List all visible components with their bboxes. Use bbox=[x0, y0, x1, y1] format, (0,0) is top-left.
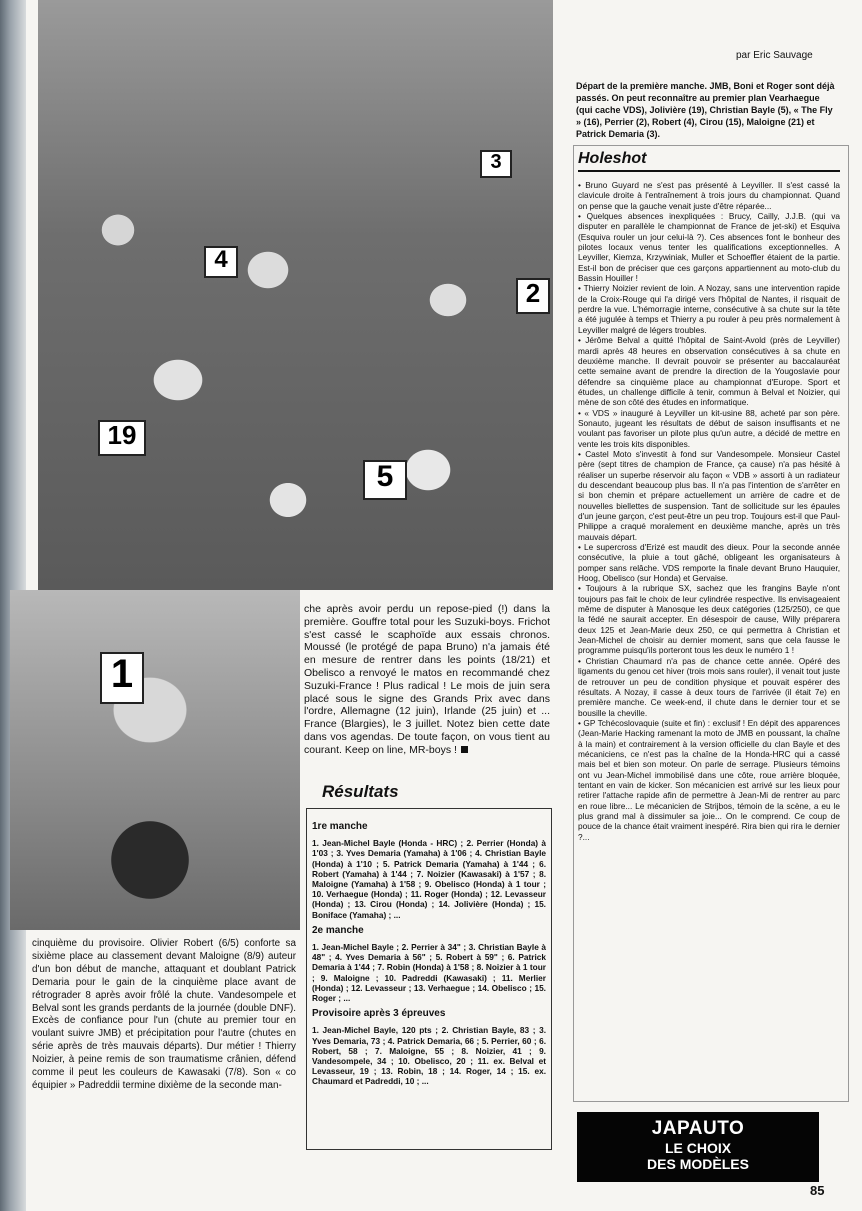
bib-number: 3 bbox=[480, 150, 512, 178]
byline: par Eric Sauvage bbox=[736, 50, 813, 61]
holeshot-column bbox=[578, 180, 840, 842]
bib-number: 19 bbox=[98, 420, 146, 456]
provisional-standings: 1. Jean-Michel Bayle, 120 pts ; 2. Christian Bayle, 83 ; 3. Yves Demaria, 73 ; 4. Patrick Demaria, 66 ; 5. Perrier, 60 ; 6. Robert, 58 ; 7. Maloigne, 55 ; 8. Noizier, 41 ; 9. Vandesompele, 34 ; 10. Obelisco, 20 ; 11. ex. Belval et Levasseur, 19 ; 13. Robin, 18 ; 14. Roger, 14 ; 15. ex. Chaumard et Padreddi, 10 ; ... bbox=[312, 1025, 546, 1087]
article-paragraph: che après avoir perdu un repose-pied (!) dans la première. Gouffre total pour les Suzuki-boys. Frichot s'est cassé le scaphoïde aux essais chronos. Moussé (le protégé de papa Bruno) n'a jamais été en mesure de rentrer dans les points (18/21) et Obelisco a renvoyé le matos en recommandé chez Suzuki-France ! Plus radical ! Le mois de juin sera placé sous le signe des Grands Prix avec dans l'ordre, Allemagne (12 juin), Irlande (25 juin) et ... France (Blargies), le 3 juillet. Notez bien cette date dans vos agendas. De toute façon, on vous tient au courant. Keep on line, MR-boys ! bbox=[304, 603, 550, 756]
ad-brand: JAPAUTO bbox=[651, 1118, 745, 1139]
motocross-start-photo bbox=[38, 0, 553, 590]
holeshot-paragraph: • Thierry Noizier revient de loin. A Nozay, sans une intervention rapide de la Croix-Rouge qui l'a dirigé vers l'hôpital de Nantes, il risquait de perdre la vue. L'hémorragie interne, consécutive à sa chute sur la tête a été jugulée à temps et Thierry a pu rouler à peu près normalement à Leyviller malgré de légers troubles. bbox=[578, 283, 840, 335]
manche-2-heading: 2e manche bbox=[312, 924, 364, 936]
japauto-advertisement bbox=[577, 1112, 819, 1182]
results-heading: Résultats bbox=[322, 782, 399, 801]
holeshot-paragraph: • Jérôme Belval a quitté l'hôpital de Saint-Avold (près de Leyviller) mardi après 48 heures en observation consécutives à sa chute en deuxième manche. Il devrait pouvoir se présenter au baccalauréat cette semaine avant de prendre la direction de la Yougoslavie pour défendre sa cinquième place au championnat d'Europe. Sport et études, un challenge difficile à tenir, commun à Belval et Noizier, qui mène de son côté des études en informatique. bbox=[578, 335, 840, 408]
page-number: 85 bbox=[810, 1183, 825, 1198]
end-of-article-mark bbox=[461, 746, 468, 753]
holeshot-paragraph: • GP Tchécoslovaquie (suite et fin) : exclusif ! En dépit des apparences (Jean-Marie Hacking ramenant la moto de JMB en poussant, la chaîne à la main) et contrairement à la version officielle du clan Bayle et des mécaniciens, ce n'est pas la chaîne de la Honda-HRC qui a cassé mais bel et bien son moteur. On parle de serrage. Plusieurs témoins ont vu Jean-Michel immobilisé dans une côte, roue arrière bloquée, tentant en vain de kicker. Son mécanicien est arrivé sur les lieux pour retirer l'attache rapide afin de permettre à Jean-Mi de rentrer au parc en roue libre... Le mécanicien de Strijbos, témoin de la scène, a eu le plus grand mal à dissimuler sa joie... On le comprend. Ce coup de pouce de la chance était vraiment inespéré. Rira bien qui rira le dernier ?... bbox=[578, 717, 840, 842]
holeshot-paragraph: • Le supercross d'Erizé est maudit des dieux. Pour la seconde année consécutive, la pluie a tout gâché, obligeant les organisateurs à pomper sans relâche. VDS remporte la finale devant Bruno Hauquier, Hoog, Obelisco (sur Honda) et Gervaise. bbox=[578, 542, 840, 584]
bib-number: 2 bbox=[516, 278, 550, 314]
ad-tagline: DES MODÈLES bbox=[647, 1156, 749, 1172]
ad-tagline: LE CHOIX bbox=[664, 1140, 732, 1156]
article-text-middle bbox=[304, 603, 550, 757]
manche-2-results: 1. Jean-Michel Bayle ; 2. Perrier à 34" ; 3. Christian Bayle à 48" ; 4. Yves Demaria à 56" ; 5. Robert à 59" ; 6. Patrick Demaria à 1'44 ; 7. Robin (Honda) à 1'58 ; 8. Noizier à 1 tour ; 9. Maloigne ; 10. Padreddi (Kawasaki) ; 11. Merlier (Honda) ; 12. Levasseur ; 13. Verhaegue ; 14. Obelisco ; 15. Roger ; ... bbox=[312, 942, 546, 1004]
holeshot-heading: Holeshot bbox=[578, 150, 840, 172]
provisional-standings-heading: Provisoire après 3 épreuves bbox=[312, 1008, 446, 1020]
bib-number: 5 bbox=[363, 460, 407, 500]
manche-1-heading: 1re manche bbox=[312, 821, 368, 832]
rider-number-one-photo bbox=[10, 590, 300, 930]
article-text-left: cinquième du provisoire. Olivier Robert (6/5) conforte sa sixième place au classement devant Maloigne (8/9) auteur d'un bon début de manche, attaquant et doublant Patrick Demaria pour le gain de la cinquième place avant de rétrograder 8 après avoir frôlé la chute. Vandesompele et Belval sont les grands perdants de la journée (double DNF). Excès de confiance pour l'un (chute au premier tour en voulant suivre JMB) et précipitation pour l'autre (chutes en série après de très mauvais départs). Dur métier ! Thierry Noizier, à peine remis de son traumatisme crânien, défend comme il peut les couleurs de Kawasaki (7/8). Son « co équipier » Padreddii termine dixième de la seconde man- bbox=[32, 938, 296, 1091]
holeshot-paragraph: • « VDS » inauguré à Leyviller un kit-usine 88, acheté par son père. Sonauto, jugeant les résultats de début de saison insuffisants et ne voulant pas favoriser un pilote plus qu'un autre, a décidé de mettre en vente les trois kits disponibles. bbox=[578, 407, 840, 449]
holeshot-paragraph: • Christian Chaumard n'a pas de chance cette année. Opéré des ligaments du genou cet hiver (trois mois sans rouler), il venait tout juste de retrouver un peu de condition physique et pouvait espérer des résultats. A Nozay, il casse à deux tours de l'arrivée (il était 7e) en première manche. Ce week-end, il chute dans le dernier tour et se bousille la cheville. bbox=[578, 655, 840, 718]
bib-number: 1 bbox=[100, 652, 144, 704]
bib-number: 4 bbox=[204, 246, 238, 278]
holeshot-paragraph: • Toujours à la rubrique SX, sachez que les frangins Bayle n'ont toujours pas fait le choix de leur cylindrée respective. Ils envisageaient même de disputer à Manosque les deux catégories (125/250), ce que la fédé ne saurait accepter. En désespoir de cause, Willy préparera deux 125 et Jean-Marie deux 250, ce qui permettra à Christian et Jean-Michel de choisir au dernier moment, sans que cela fausse le programme puisqu'ils porteront tous les deux le numéro 1 ! bbox=[578, 583, 840, 656]
holeshot-paragraph: • Bruno Guyard ne s'est pas présenté à Leyviller. Il s'est cassé la clavicule droite à l'entraînement à trois jours du championnat. Quand on pense que la gauche venait juste d'être réparée... bbox=[578, 180, 840, 211]
results-table bbox=[312, 818, 546, 1093]
photo-caption: Départ de la première manche. JMB, Boni et Roger sont déjà passés. On peut reconnaître au premier plan Vearhaegue (qui cache VDS), Jolivière (19), Christian Bayle (5), « The Fly » (16), Perrier (2), Robert (4), Cirou (15), Maloigne (21) et Patrick Demaria (3). bbox=[576, 81, 835, 139]
manche-1-results: 1. Jean-Michel Bayle (Honda - HRC) ; 2. Perrier (Honda) à 1'03 ; 3. Yves Demaria (Yamaha) à 1'06 ; 4. Christian Bayle (Honda) à 1'10 ; 5. Patrick Demaria (Yamaha) à 1'44 ; 6. Robert (Yamaha) à 1'44 ; 7. Noizier (Kawasaki) à 1'57 ; 8. Maloigne (Yamaha) à 1'58 ; 9. Obelisco (Honda) à 1 tour ; 10. Verhaegue (Honda) ; 11. Roger (Honda) ; 12. Levasseur (Honda) ; 13. Cirou (Honda) ; 14. Jolivière (Honda) ; 15. Boniface (Yamaha) ; ... bbox=[312, 838, 546, 920]
holeshot-paragraph: • Quelques absences inexpliquées : Brucy, Cailly, J.J.B. (qui va disputer en parallèle le championnat de France de jet-ski) et Esquiva (Esquiva rouler un jour celui-là ?). Ces absences font le bonheur des pilotes locaux venus tenter les qualifications exceptionnelles. A Leyviller, Kiemza, Krzywiniak, Muller et Schoeffler étaient de la partie. Est-il bon de préciser que ces garçons appartiennent au moto-club du Bassin Houiller ! bbox=[578, 211, 840, 284]
holeshot-paragraph: • Castel Moto s'investit à fond sur Vandesompele. Monsieur Castel père (sept titres de champion de France, ça cause) n'a pas hésité à réaliser un superbe réservoir alu façon « VDB » assorti à un radiateur du descendant beaucoup plus bas. Il n'a pas l'intention de s'arrêter en si bon chemin et prépare actuellement un arrière de cadre et de nouvelles biellettes de suspension. Tant de sollicitude sur les épaules d'un jeune garçon, c'est peut-être un peu trop. Toujours est-il que Paul-Philippe a craqué moralement en deuxième manche, après un très mauvais départ. bbox=[578, 448, 840, 542]
